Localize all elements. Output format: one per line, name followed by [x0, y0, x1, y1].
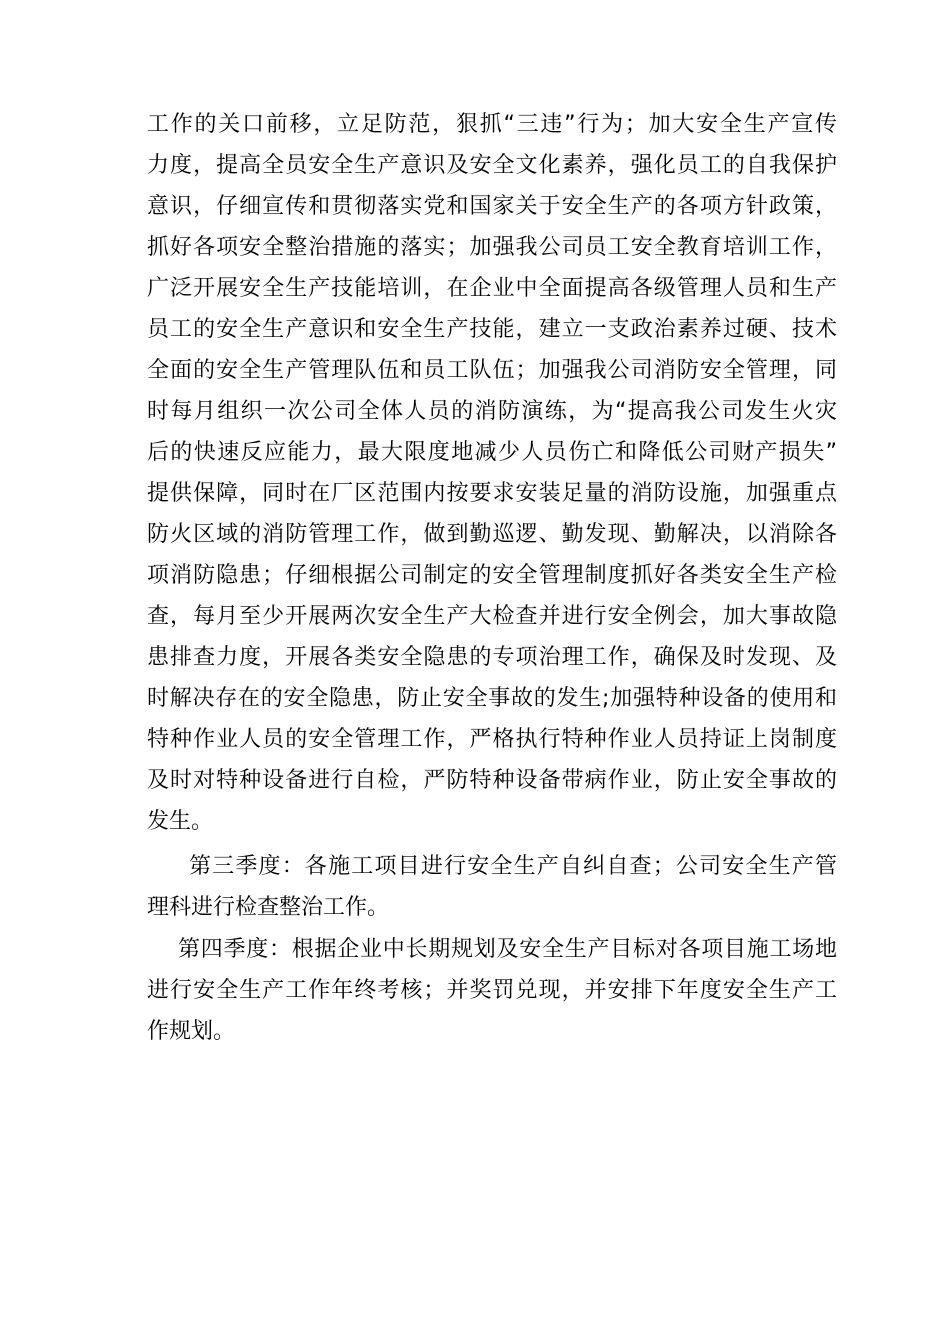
text-line: 时解决存在的安全隐患，防止安全事故的发生;加强特种设备的使用和: [147, 686, 837, 711]
text-line: 提供保障，同时在厂区范围内按要求安装足量的消防设施，加强重点: [147, 481, 837, 506]
text-line: 理科进行检查整治工作。: [147, 895, 390, 920]
text-line: 第三季度：各施工项目进行安全生产自纠自查；公司安全生产管: [189, 854, 837, 879]
text-line: 发生。: [147, 809, 214, 834]
text-line: 特种作业人员的安全管理工作，严格执行特种作业人员持证上岗制度: [147, 727, 837, 752]
text-line: 广泛开展安全生产技能培训，在企业中全面提高各级管理人员和生产: [147, 276, 837, 301]
text-line: 患排查力度，开展各类安全隐患的专项治理工作，确保及时发现、及: [147, 645, 837, 670]
text-line: 员工的安全生产意识和安全生产技能，建立一支政治素养过硬、技术: [147, 317, 837, 342]
text-line: 进行安全生产工作年终考核；并奖罚兑现，并安排下年度安全生产工: [147, 978, 837, 1003]
text-line: 抓好各项安全整治措施的落实；加强我公司员工安全教育培训工作，: [147, 235, 837, 260]
text-line: 及时对特种设备进行自检，严防特种设备带病作业，防止安全事故的: [147, 768, 837, 793]
text-line: 力度，提高全员安全生产意识及安全文化素养，强化员工的自我保护: [147, 153, 837, 178]
text-line: 作规划。: [147, 1019, 236, 1044]
text-line: 后的快速反应能力，最大限度地减少人员伤亡和降低公司财产损失”: [147, 440, 837, 465]
text-line: 项消防隐患；仔细根据公司制定的安全管理制度抓好各类安全生产检: [147, 563, 837, 588]
text-line: 查，每月至少开展两次安全生产大检查并进行安全例会，加大事故隐: [147, 604, 837, 629]
paragraph-fourth-quarter: [147, 929, 837, 1052]
text-line: 防火区域的消防管理工作，做到勤巡逻、勤发现、勤解决，以消除各: [147, 522, 837, 547]
text-line: 第四季度：根据企业中长期规划及安全生产目标对各项目施工场地: [178, 937, 837, 962]
text-line: 全面的安全生产管理队伍和员工队伍；加强我公司消防安全管理，同: [147, 358, 837, 383]
paragraph-safety-measures: [147, 104, 837, 842]
text-line: 工作的关口前移，立足防范，狠抓“三违”行为；加大安全生产宣传: [147, 112, 837, 137]
paragraph-third-quarter: [147, 846, 837, 928]
text-line: 意识，仔细宣传和贯彻落实党和国家关于安全生产的各项方针政策，: [147, 194, 837, 219]
text-line: 时每月组织一次公司全体人员的消防演练，为“提高我公司发生火灾: [147, 399, 837, 424]
